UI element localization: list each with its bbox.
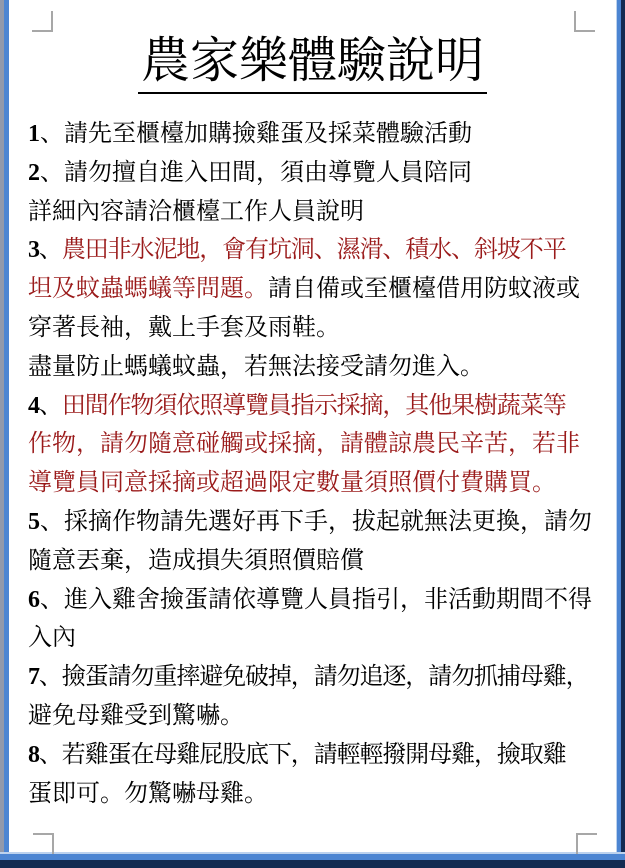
page-edge-left-inner [4,0,9,868]
text-segment: 避免母雞受到驚嚇。 [28,702,244,729]
page-edge-bottom-navy [0,860,625,868]
text-segment: 、進入雞舍撿蛋請依導覽人員指引，非活動期間不得 [40,586,592,613]
text-segment: 穿著長袖，戴上手套及雨鞋。 [28,314,340,341]
text-segment: 、請勿擅自進入田間，須由導覽人員陪同 [40,159,472,186]
text-segment: 、若雞蛋在母雞屁股底下，請輕輕撥開母雞，撿取雞 [38,741,566,768]
text-line [28,270,603,309]
text-segment: 6 [28,586,40,613]
document-body [28,115,603,813]
text-line [28,619,603,658]
text-segment: 、請先至櫃檯加購撿雞蛋及採菜體驗活動 [40,121,472,147]
text-line [28,464,603,503]
crop-mark-bottom-right-icon [576,833,597,854]
text-segment: 坦及蚊蟲螞蟻等問題。 [28,276,268,303]
crop-mark-top-right-icon [574,11,595,32]
text-segment: 4 [28,392,39,419]
text-line [28,658,603,697]
text-segment: 、 [38,237,62,264]
text-line [28,309,603,348]
text-segment: 導覽員同意採摘或超過限定數量須照價付費購買。 [28,470,556,497]
text-segment: 農田非水泥地，會有坑洞、濕滑、積水、斜坡不平 [61,237,566,264]
text-segment: 8 [28,741,39,768]
text-line [28,193,603,232]
crop-mark-top-left-icon [32,11,53,32]
text-line [28,387,603,426]
text-line [28,503,603,542]
text-line [28,736,603,775]
text-segment: 盡量防止螞蟻蚊蟲，若無法接受請勿進入。 [28,353,484,380]
text-line [28,697,603,736]
text-segment: 作物，請勿隨意碰觸或採摘，請體諒農民辛苦，若非 [28,431,580,458]
page-edge-right-navy [621,0,625,868]
text-segment: 3 [28,237,39,264]
text-line [28,581,603,620]
title-wrap [0,33,625,94]
text-line [28,231,603,270]
crop-mark-bottom-left-icon [33,833,54,854]
text-segment: 入內 [28,625,76,652]
text-segment: 田間作物須依照導覽員指示採摘，其他果樹蔬菜等 [61,392,566,419]
text-segment: 2 [28,159,40,186]
text-segment: 、撿蛋請勿重摔避免破掉，請勿追逐，請勿抓捕母雞， [38,664,589,691]
text-segment: 、 [38,392,62,419]
page-title: 農家樂體驗說明 [138,33,487,94]
text-segment: 、採摘作物請先選好再下手，拔起就無法更換，請勿 [40,508,592,535]
text-line [28,542,603,581]
text-segment: 蛋即可。勿驚嚇母雞。 [28,780,268,807]
text-segment: 詳細內容請洽櫃檯工作人員說明 [28,198,364,225]
text-line [28,425,603,464]
text-line [28,115,603,154]
text-segment: 隨意丟棄，造成損失須照價賠償 [28,547,364,574]
text-segment: 5 [28,508,40,535]
text-line [28,348,603,387]
text-segment: 請自備或至櫃檯借用防蚊液或 [268,276,580,303]
text-segment: 1 [28,121,40,147]
text-line [28,775,603,814]
text-segment: 7 [28,664,39,691]
text-line [28,154,603,193]
